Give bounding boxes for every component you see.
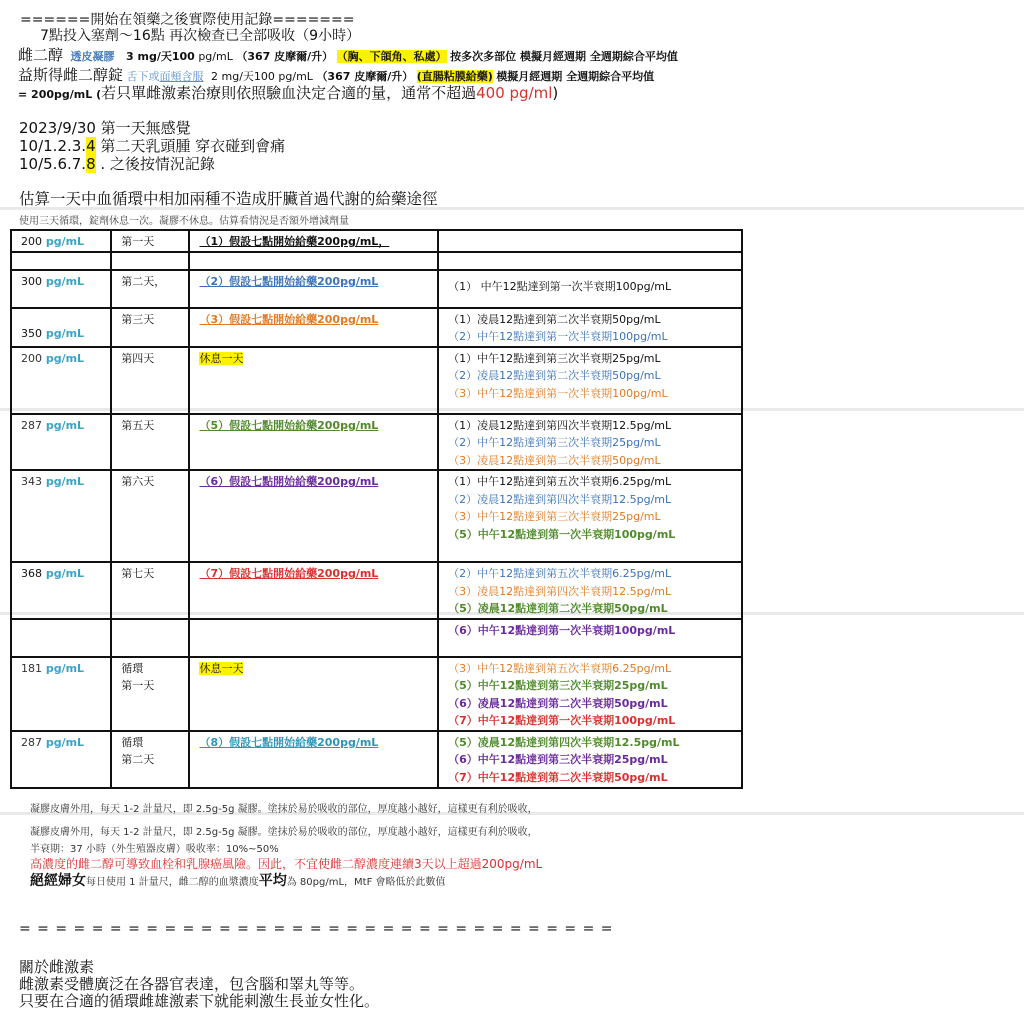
plan-cell (189, 414, 438, 471)
halflife-note: （7）中午12點達到第一次半衰期100pg/mL (448, 714, 676, 727)
header-line2: 7點投入塞劑～16點 再次檢查已全部吸收（9小時） (40, 28, 361, 44)
concentration-value: 287 (21, 735, 42, 749)
plan-cell (189, 347, 438, 414)
plan-label: （3）假設七點開始給藥200pg/mL (199, 312, 379, 326)
day-label: 第一天 (121, 235, 155, 248)
halflife-cell (438, 270, 742, 308)
day-label: 循環 第二天 (121, 735, 155, 766)
halflife-note: （2）凌晨12點達到第二次半衰期50pg/mL (448, 369, 661, 382)
halflife-note: 半衰期：37 小時（外生殖器皮膚）吸收率：10%~50% (30, 844, 279, 855)
drug2-form-a: 舌下或 (126, 70, 160, 83)
concentration-cell (11, 619, 111, 657)
halflife-note: （1）中午12點達到第五次半衰期6.25pg/mL (448, 475, 672, 488)
concentration-cell (11, 562, 111, 619)
plan-cell (189, 270, 438, 308)
halflife-note: （3）凌晨12點達到第二次半衰期50pg/mL (448, 453, 661, 467)
table-row (11, 308, 742, 347)
concentration-unit: pg/mL (42, 418, 85, 432)
day-cell (111, 731, 189, 788)
concentration-cell (11, 230, 111, 252)
day-label: 第四天 (121, 351, 155, 365)
rest-day-label: 休息一天 (199, 661, 244, 675)
halflife-note: （3）中午12點達到第三次半衰期25pg/mL (448, 510, 661, 523)
plan-label: （1）假設七點開始給藥200pg/mL， (199, 235, 390, 248)
dose-limit-line: = 200pg/mL (若只單雌激素治療則依照驗血決定合適的量，通常不超過400 pg/ml) (18, 84, 559, 102)
halflife-note: （7）中午12點達到第二次半衰期50pg/mL (448, 770, 668, 784)
about-line1: 雌激素受體廣泛在各器官表達，包含腦和睪丸等等。 (19, 975, 365, 993)
concentration-cell (11, 470, 111, 562)
table-row (11, 252, 742, 270)
table-row (11, 347, 742, 414)
concentration-value: 287 (21, 418, 42, 432)
plan-label: （2）假設七點開始給藥200pg/mL (199, 274, 379, 288)
concentration-unit: pg/mL (42, 274, 85, 288)
day-cell (111, 619, 189, 657)
drug1-name: 雌二醇 (18, 46, 64, 64)
concentration-unit: pg/mL (42, 326, 85, 340)
concentration-cell (11, 270, 111, 308)
halflife-cell (438, 308, 742, 347)
halflife-note: （5）凌晨12點達到第四次半衰期12.5pg/mL (448, 735, 680, 749)
concentration-value: 181 (21, 661, 42, 675)
day-cell (111, 252, 189, 270)
halflife-note: （6）中午12點達到第三次半衰期25pg/mL (448, 753, 668, 766)
drug2-unit: pg/mL (278, 70, 313, 83)
day-label: 第三天 (121, 312, 155, 326)
halflife-cell (438, 619, 742, 657)
day-cell (111, 308, 189, 347)
concentration-value: 368 (21, 567, 42, 580)
plan-label: （6）假設七點開始給藥200pg/mL (199, 475, 379, 488)
drug1-ref: （367 皮摩爾/升） (236, 50, 334, 63)
plan-cell (189, 619, 438, 657)
plan-label: （7）假設七點開始給藥200pg/mL (199, 567, 379, 580)
halflife-cell (438, 230, 742, 252)
gel-note-1: 凝膠皮膚外用，每天 1-2 計量尺，即 2.5g-5g 凝膠。塗抹於易於吸收的部位，厚度越小越好，這樣更有利於吸收， (30, 804, 538, 815)
halflife-note: （1）中午12點達到第三次半衰期25pg/mL (448, 351, 661, 365)
concentration-unit: pg/mL (42, 661, 85, 675)
halflife-cell (438, 252, 742, 270)
halflife-note: （6）凌晨12點達到第二次半衰期50pg/mL (448, 696, 668, 710)
halflife-note: （2）中午12點達到第五次半衰期6.25pg/mL (448, 567, 672, 580)
drug1-unit: pg/mL (198, 50, 233, 63)
table-row (11, 562, 742, 619)
halflife-note: （3）凌晨12點達到第四次半衰期12.5pg/mL (448, 584, 672, 598)
day-cell (111, 657, 189, 731)
gel-note-2: 凝膠皮膚外用，每天 1-2 計量尺，即 2.5g-5g 凝膠。塗抹於易於吸收的部位，厚度越小越好，這樣更有利於吸收， (30, 827, 538, 838)
halflife-note: （2）中午12點達到第三次半衰期25pg/mL (448, 436, 661, 449)
concentration-cell (11, 347, 111, 414)
concentration-value: 200 (21, 235, 42, 248)
header-line1: ======開始在領藥之後實際使用記錄======= (20, 12, 355, 28)
day-cell (111, 270, 189, 308)
concentration-cell (11, 731, 111, 788)
table-row (11, 470, 742, 562)
concentration-cell (11, 414, 111, 471)
halflife-cell (438, 470, 742, 562)
log-day3: 10/5.6.7.8 . 之後按情況記錄 (19, 155, 215, 173)
drug1-sites: （胸、下頜角、私處） (336, 50, 447, 63)
concentration-value: 343 (21, 475, 42, 488)
halflife-cell (438, 347, 742, 414)
concentration-unit: pg/mL (42, 351, 85, 365)
day-cell (111, 470, 189, 562)
drug1-dose: 3 mg/天100 (126, 50, 195, 63)
table-row (11, 657, 742, 731)
plan-cell (189, 252, 438, 270)
log-day2: 10/1.2.3.4 第二天乳頭腫 穿衣碰到會痛 (19, 137, 286, 155)
plan-cell (189, 657, 438, 731)
halflife-note: （1） 中午12點達到第一次半衰期100pg/mL (448, 279, 672, 293)
halflife-note: （5）中午12點達到第三次半衰期25pg/mL (448, 679, 668, 692)
warning-note: 高濃度的雌二醇可導致血栓和乳腺癌風險。因此，不宜使雌二醇濃度連續3天以上超過200pg/mL (30, 857, 543, 871)
halflife-cell (438, 562, 742, 619)
drug1-tail: 按多次多部位 模擬月經週期 全週期綜合平均值 (450, 50, 678, 63)
drug2-dose: 2 mg/天100 (211, 70, 275, 83)
day-cell (111, 562, 189, 619)
halflife-cell (438, 657, 742, 731)
table-row (11, 414, 742, 471)
halflife-cell (438, 731, 742, 788)
divider: = = = = = = = = = = = = = = = = = = = = = = = = = = = = = = = = = (19, 921, 614, 937)
drug2-name: 益斯得雌二醇錠 (18, 66, 124, 84)
day-label: 循環 第一天 (121, 661, 155, 692)
drug2-site: (直腸粘膜給藥) (416, 70, 493, 83)
concentration-value: 350 (21, 326, 42, 340)
plan-cell (189, 308, 438, 347)
plan-label: （8）假設七點開始給藥200pg/mL (199, 735, 379, 749)
about-title: 關於雌激素 (19, 958, 95, 976)
plan-cell (189, 470, 438, 562)
estimate-title: 估算一天中血循環中相加兩種不造成肝臟首過代謝的給藥途徑 (19, 190, 438, 208)
day-cell (111, 347, 189, 414)
concentration-unit: pg/mL (42, 475, 85, 488)
halflife-note: （5）凌晨12點達到第二次半衰期50pg/mL (448, 602, 668, 615)
drug2-form-b: 面頰含服 (159, 70, 204, 83)
day-cell (111, 230, 189, 252)
estimate-note: 使用三天循環，錠劑休息一次。凝膠不休息。估算看情況是否額外增減劑量 (19, 216, 349, 227)
drug2-ref: （367 皮摩爾/升） (316, 70, 414, 83)
halflife-note: （3）中午12點達到第五次半衰期6.25pg/mL (448, 661, 672, 675)
plan-cell (189, 731, 438, 788)
rest-day-label: 休息一天 (199, 351, 244, 365)
concentration-cell (11, 308, 111, 347)
day-label: 第七天 (121, 567, 155, 580)
table-row (11, 270, 742, 308)
halflife-note: （3）中午12點達到第一次半衰期100pg/mL (448, 386, 668, 400)
concentration-value: 300 (21, 274, 42, 288)
concentration-cell (11, 252, 111, 270)
day-label: 第六天 (121, 475, 155, 488)
concentration-cell (11, 657, 111, 731)
halflife-note: （2）中午12點達到第一次半衰期100pg/mL (448, 330, 668, 343)
plan-cell (189, 230, 438, 252)
plan-cell (189, 562, 438, 619)
concentration-unit: pg/mL (42, 735, 85, 749)
day-label: 第五天 (121, 418, 155, 432)
table-row (11, 230, 742, 252)
halflife-note: （2）凌晨12點達到第四次半衰期12.5pg/mL (448, 492, 672, 506)
halflife-note: （1）凌晨12點達到第四次半衰期12.5pg/mL (448, 418, 672, 432)
menopause-note: 絕經婦女每日使用 1 計量尺，雌二醇的血漿濃度平均為 80pg/mL，MtF 會略低於此數值 (30, 873, 446, 889)
concentration-unit: pg/mL (42, 235, 85, 248)
concentration-unit: pg/mL (42, 567, 85, 580)
halflife-note: （6）中午12點達到第一次半衰期100pg/mL (448, 623, 676, 637)
about-line2: 只要在合適的循環雌雄激素下就能刺激生長並女性化。 (19, 992, 380, 1010)
day-label: 第二天， (121, 274, 166, 288)
dosage-table (10, 229, 743, 789)
halflife-note: （5）中午12點達到第一次半衰期100pg/mL (448, 527, 676, 541)
drug2-tail: 模擬月經週期 全週期綜合平均值 (496, 70, 655, 83)
plan-label: （5）假設七點開始給藥200pg/mL (199, 418, 379, 432)
drug1-line (18, 44, 678, 65)
drug1-form: 透皮凝膠 (70, 50, 115, 63)
halflife-note: （1）凌晨12點達到第二次半衰期50pg/mL (448, 312, 661, 326)
log-day1: 2023/9/30 第一天無感覺 (19, 119, 191, 137)
day-cell (111, 414, 189, 471)
table-row (11, 619, 742, 657)
concentration-value: 200 (21, 351, 42, 365)
table-row (11, 731, 742, 788)
halflife-cell (438, 414, 742, 471)
